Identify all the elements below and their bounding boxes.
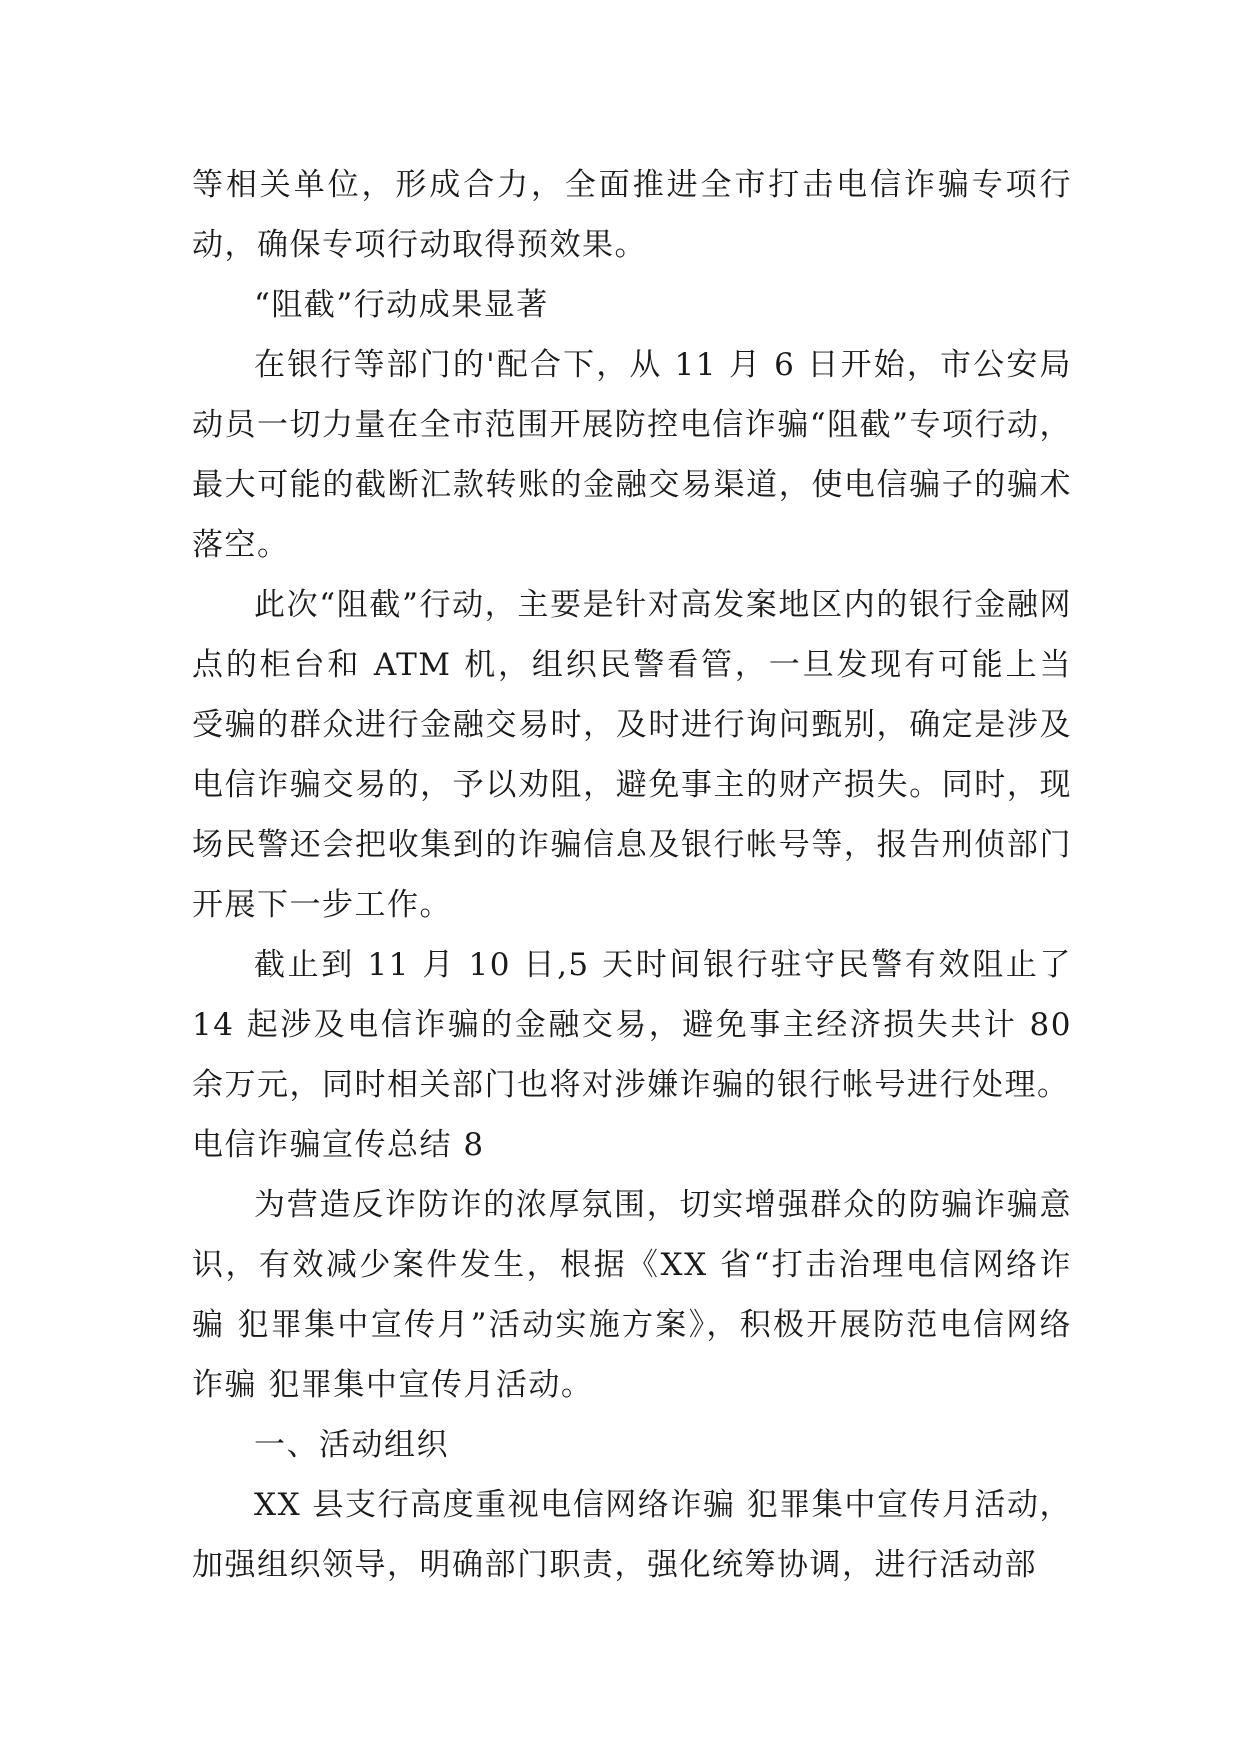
paragraph-interception-detail: 此次“阻截”行动，主要是针对高发案地区内的银行金融网点的柜台和 ATM 机，组织民警看管，一旦发现有可能上当受骗的群众进行金融交易时，及时进行询问甄别，确定是涉及电信诈骗交易的，予以劝阻，避免事主的财产损失。同时，现场民警还会把收集到的诈骗信息及银行帐号等，报告刑侦部门开展下一步工作。 [192, 587, 1072, 923]
document-page [192, 155, 1072, 1595]
paragraph-interception-result: 截止到 11 月 10 日,5 天时间银行驻守民警有效阻止了 14 起涉及电信诈骗的金融交易，避免事主经济损失共计 80 余万元，同时相关部门也将对涉嫌诈骗的银行帐号进行处理。 [192, 947, 1072, 1103]
section-heading-organization: 一、活动组织 [254, 1427, 449, 1463]
paragraph-interception-start: 在银行等部门的'配合下，从 11 月 6 日开始，市公安局动员一切力量在全市范围开展防控电信诈骗“阻截”专项行动，最大可能的截断汇款转账的金融交易渠道，使电信骗子的骗术落空。 [192, 347, 1072, 563]
document-title: 电信诈骗宣传总结 8 [192, 1127, 485, 1163]
section-heading-interception: “阻截”行动成果显著 [254, 287, 549, 323]
paragraph-continuation: 等相关单位，形成合力，全面推进全市打击电信诈骗专项行动，确保专项行动取得预效果。 [192, 167, 1072, 263]
paragraph-purpose: 为营造反诈防诈的浓厚氛围，切实增强群众的防骗诈骗意识，有效减少案件发生，根据《XX 省“打击治理电信网络诈骗 犯罪集中宣传月”活动实施方案》，积极开展防范电信网络诈骗 犯罪集中宣传月活动。 [192, 1187, 1072, 1403]
paragraph-organization: XX 县支行高度重视电信网络诈骗 犯罪集中宣传月活动，加强组织领导，明确部门职责，强化统筹协调，进行活动部 [192, 1487, 1072, 1583]
